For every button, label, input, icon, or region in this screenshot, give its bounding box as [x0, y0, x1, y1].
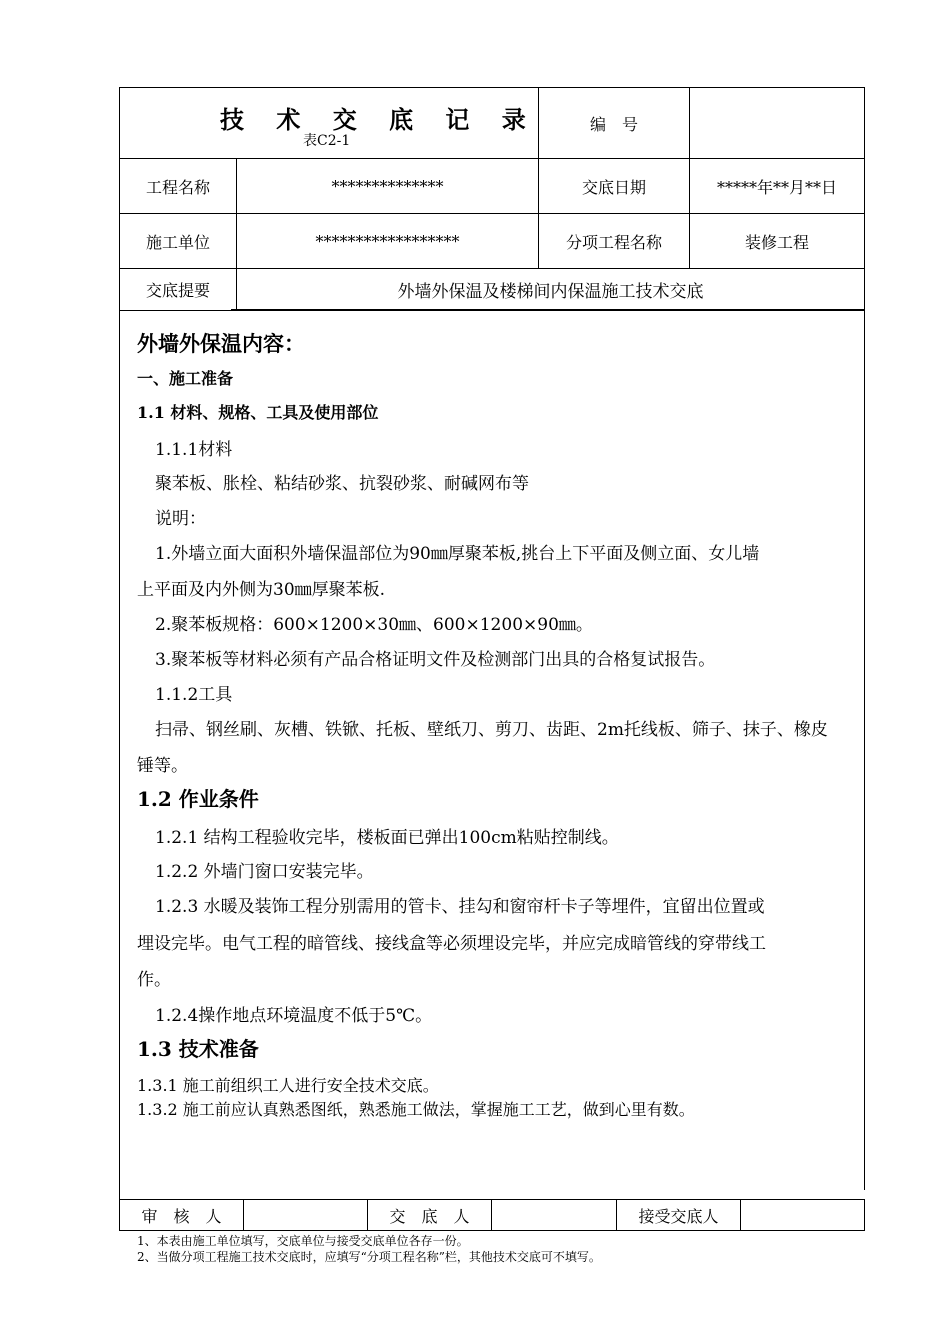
section-1-heading: 一、施工准备: [137, 369, 234, 388]
footnote-1: 1、本表由施工单位填写，交底单位与接受交底单位各存一份。: [137, 1234, 469, 1248]
number-label: 编 号: [589, 114, 638, 134]
note-3: 3.聚苯板等材料必须有产品合格证明文件及检测部门出具的合格复试报告。: [155, 650, 716, 670]
content-left-border: [119, 310, 120, 1200]
condition-1-2-3-line-1: 1.2.3 水暖及装饰工程分别需用的管卡、挂勾和窗帘杆卡子等埋件，宜留出位置或: [155, 897, 765, 917]
tech-1-3-2: 1.3.2 施工前应认真熟悉图纸，熟悉施工做法，掌握施工工艺，做到心里有数。: [137, 1100, 695, 1119]
receiver-value[interactable]: [741, 1200, 864, 1230]
content-right-border: [864, 310, 865, 1190]
condition-1-2-3-line-2: 埋设完毕。电气工程的暗管线、接线盒等必须埋设完毕，并应完成暗管线的穿带线工: [137, 934, 766, 954]
project-name-label: 工程名称: [145, 177, 210, 197]
materials-text: 聚苯板、胀栓、粘结砂浆、抗裂砂浆、耐碱网布等: [155, 474, 529, 494]
document-title: 技 术 交 底 记 录: [220, 105, 538, 134]
reviewer-value[interactable]: [244, 1200, 367, 1230]
receiver-label: 接受交底人: [638, 1206, 719, 1226]
note-1-line-1: 1.外墙立面大面积外墙保温部位为90㎜厚聚苯板,挑台上下平面及侧立面、女儿墙: [155, 544, 760, 564]
footnote-2: 2、当做分项工程施工技术交底时，应填写“分项工程名称”栏，其他技术交底可不填写。: [137, 1250, 601, 1264]
section-1-3-heading: 1.3 技术准备: [137, 1037, 259, 1061]
condition-1-2-3-line-3: 作。: [137, 970, 171, 990]
main-heading: 外墙外保温内容：: [137, 331, 305, 356]
note-2: 2.聚苯板规格：600×1200×30㎜、600×1200×90㎜。: [155, 615, 593, 635]
section-1-1-2: 1.1.2工具: [155, 685, 233, 705]
reviewer-label: 审 核 人: [141, 1206, 222, 1226]
summary-value[interactable]: 外墙外保温及楼梯间内保温施工技术交底: [397, 281, 704, 302]
date-value[interactable]: *****年**月**日: [716, 177, 837, 197]
condition-1-2-2: 1.2.2 外墙门窗口安装完毕。: [155, 862, 374, 882]
unit-value[interactable]: ******************: [315, 231, 460, 251]
tools-line-2: 锤等。: [137, 756, 188, 776]
number-value[interactable]: [690, 88, 864, 158]
discloser-label: 交 底 人: [389, 1206, 470, 1226]
explain-label: 说明：: [155, 509, 206, 529]
form-number: 表C2-1: [303, 133, 351, 149]
note-1-line-2: 上平面及内外侧为30㎜厚聚苯板.: [137, 580, 386, 600]
condition-1-2-1: 1.2.1 结构工程验收完毕，楼板面已弹出100cm粘贴控制线。: [155, 828, 619, 848]
subproject-value[interactable]: 装修工程: [744, 232, 809, 252]
condition-1-2-4: 1.2.4操作地点环境温度不低于5℃。: [155, 1006, 433, 1026]
date-label: 交底日期: [581, 177, 646, 197]
section-1-1-heading: 1.1 材料、规格、工具及使用部位: [137, 403, 379, 422]
tech-1-3-1: 1.3.1 施工前组织工人进行安全技术交底。: [137, 1076, 439, 1095]
summary-label: 交底提要: [145, 280, 210, 300]
discloser-value[interactable]: [492, 1200, 616, 1230]
project-name-value[interactable]: **************: [331, 176, 444, 196]
tools-line-1: 扫帚、钢丝刷、灰槽、铁锨、托板、壁纸刀、剪刀、齿距、2m托线板、筛子、抹子、橡皮: [155, 720, 828, 740]
row-divider: [231, 309, 865, 310]
subproject-label: 分项工程名称: [565, 232, 662, 252]
section-1-2-heading: 1.2 作业条件: [137, 787, 259, 811]
section-1-1-1: 1.1.1材料: [155, 440, 233, 460]
unit-label: 施工单位: [145, 232, 210, 252]
